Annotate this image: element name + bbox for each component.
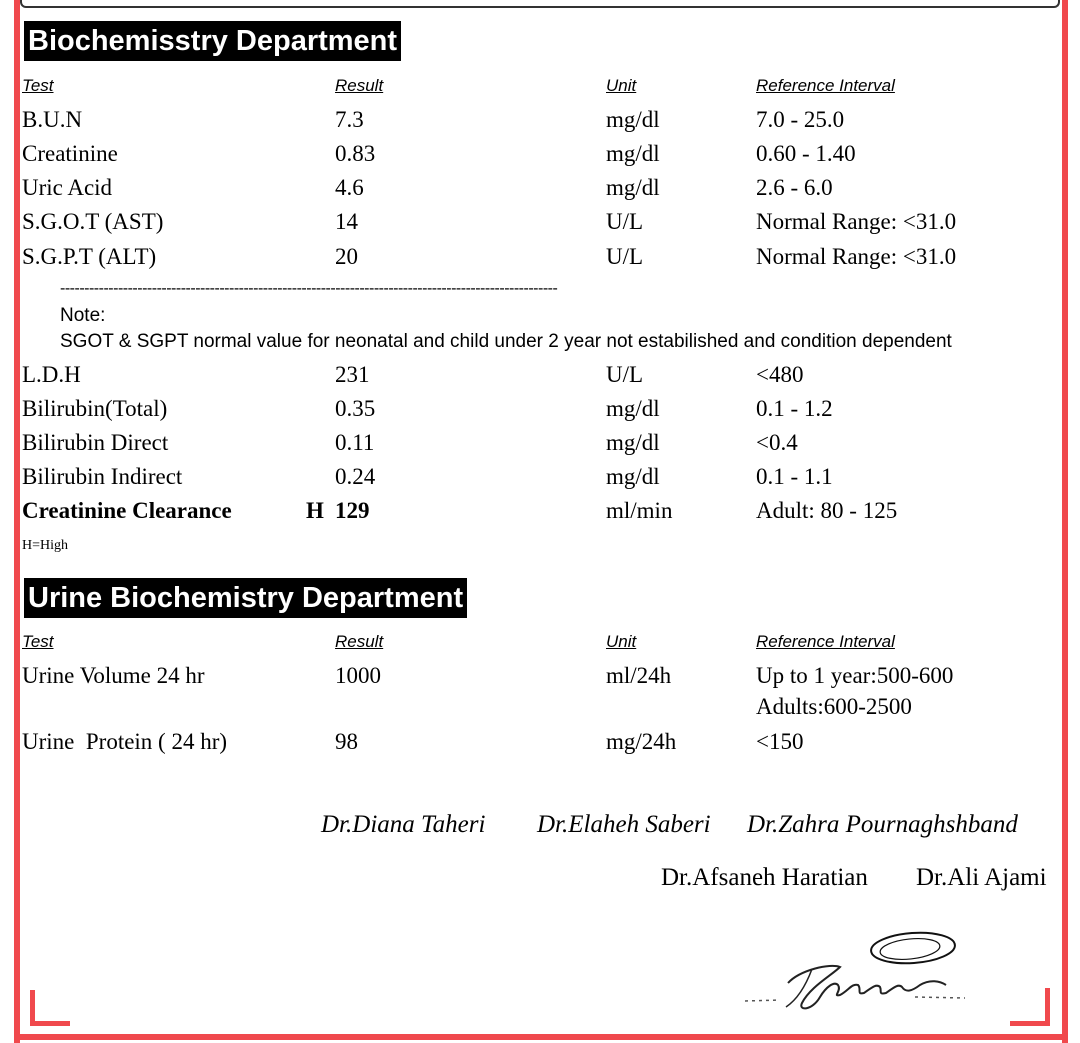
- test-unit: ml/min: [606, 498, 673, 523]
- test-unit: mg/dl: [606, 464, 660, 489]
- test-result: 20: [335, 244, 358, 269]
- test-reference: Adult: 80 - 125: [756, 498, 898, 523]
- test-unit: mg/24h: [606, 729, 677, 754]
- test-result: 0.35: [335, 396, 376, 421]
- signature-image: [740, 925, 970, 1020]
- red-frame-bottom: [14, 1034, 1068, 1040]
- test-result: 1000: [335, 663, 381, 688]
- test-name: Urine Volume 24 hr: [22, 663, 205, 688]
- corner-bracket-right-horizontal: [1010, 1021, 1050, 1026]
- test-result: 7.3: [335, 107, 364, 132]
- test-reference: Normal Range: <31.0: [756, 244, 957, 269]
- header-test: Test: [22, 632, 54, 651]
- urine-department-title: Urine Biochemistry Department: [24, 578, 467, 618]
- test-name: Urine Protein ( 24 hr): [22, 729, 228, 754]
- test-unit: ml/24h: [606, 663, 672, 688]
- doctor-name: Dr.Elaheh Saberi: [537, 811, 711, 838]
- test-name: Uric Acid: [22, 175, 113, 200]
- test-reference: <150: [756, 729, 804, 754]
- test-result: 0.83: [335, 141, 376, 166]
- header-reference-interval: Reference Interval: [756, 632, 895, 651]
- biochemistry-department-title: Biochemisstry Department: [24, 21, 401, 61]
- test-unit: mg/dl: [606, 175, 660, 200]
- test-result: 0.24: [335, 464, 376, 489]
- header-unit: Unit: [606, 76, 637, 95]
- corner-bracket-left-horizontal: [30, 1021, 70, 1026]
- red-frame-left: [14, 0, 20, 1043]
- test-unit: mg/dl: [606, 141, 660, 166]
- test-unit: mg/dl: [606, 430, 660, 455]
- test-unit: U/L: [606, 362, 644, 387]
- header-result: Result: [335, 76, 384, 95]
- test-unit: mg/dl: [606, 396, 660, 421]
- test-reference: Normal Range: <31.0: [756, 209, 957, 234]
- test-name: S.G.P.T (ALT): [22, 244, 157, 269]
- header-unit: Unit: [606, 632, 637, 651]
- test-name: L.D.H: [22, 362, 81, 387]
- doctor-name: Dr.Afsaneh Haratian: [661, 864, 868, 891]
- test-reference: <0.4: [756, 430, 798, 455]
- test-name: Creatinine Clearance: [22, 498, 232, 523]
- doctor-name: Dr.Zahra Pournaghshband: [747, 811, 1018, 838]
- test-unit: U/L: [606, 209, 644, 234]
- test-name: S.G.O.T (AST): [22, 209, 164, 234]
- dashed-separator: -------------------------------------------------------------------------------------------------------: [60, 280, 558, 297]
- test-name: B.U.N: [22, 107, 83, 132]
- top-border: [20, 0, 1060, 8]
- test-name: Bilirubin Indirect: [22, 464, 183, 489]
- test-reference: 0.1 - 1.1: [756, 464, 833, 489]
- note-text: SGOT & SGPT normal value for neonatal and child under 2 year not estabilished and condition dependent: [60, 331, 952, 352]
- test-reference-line2: Adults:600-2500: [756, 694, 912, 719]
- header-test: Test: [22, 76, 54, 95]
- test-result: 98: [335, 729, 358, 754]
- test-name: Bilirubin Direct: [22, 430, 169, 455]
- test-result: 4.6: [335, 175, 364, 200]
- doctor-name: Dr.Diana Taheri: [321, 811, 486, 838]
- test-reference: Up to 1 year:500-600: [756, 663, 954, 688]
- test-reference: 0.1 - 1.2: [756, 396, 833, 421]
- test-result: 231: [335, 362, 370, 387]
- doctor-name: Dr.Ali Ajami: [916, 864, 1047, 891]
- test-reference: 2.6 - 6.0: [756, 175, 833, 200]
- test-result: 0.11: [335, 430, 375, 455]
- high-flag: H: [306, 498, 324, 523]
- test-name: Bilirubin(Total): [22, 396, 168, 421]
- header-reference-interval: Reference Interval: [756, 76, 895, 95]
- header-result: Result: [335, 632, 384, 651]
- flag-legend: H=High: [22, 538, 69, 553]
- test-unit: U/L: [606, 244, 644, 269]
- test-reference: <480: [756, 362, 804, 387]
- test-result: 14: [335, 209, 358, 234]
- test-unit: mg/dl: [606, 107, 660, 132]
- test-reference: 0.60 - 1.40: [756, 141, 856, 166]
- test-reference: 7.0 - 25.0: [756, 107, 845, 132]
- note-label: Note:: [60, 305, 106, 326]
- test-name: Creatinine: [22, 141, 118, 166]
- test-result: 129: [335, 498, 370, 523]
- red-frame-right: [1062, 0, 1068, 1043]
